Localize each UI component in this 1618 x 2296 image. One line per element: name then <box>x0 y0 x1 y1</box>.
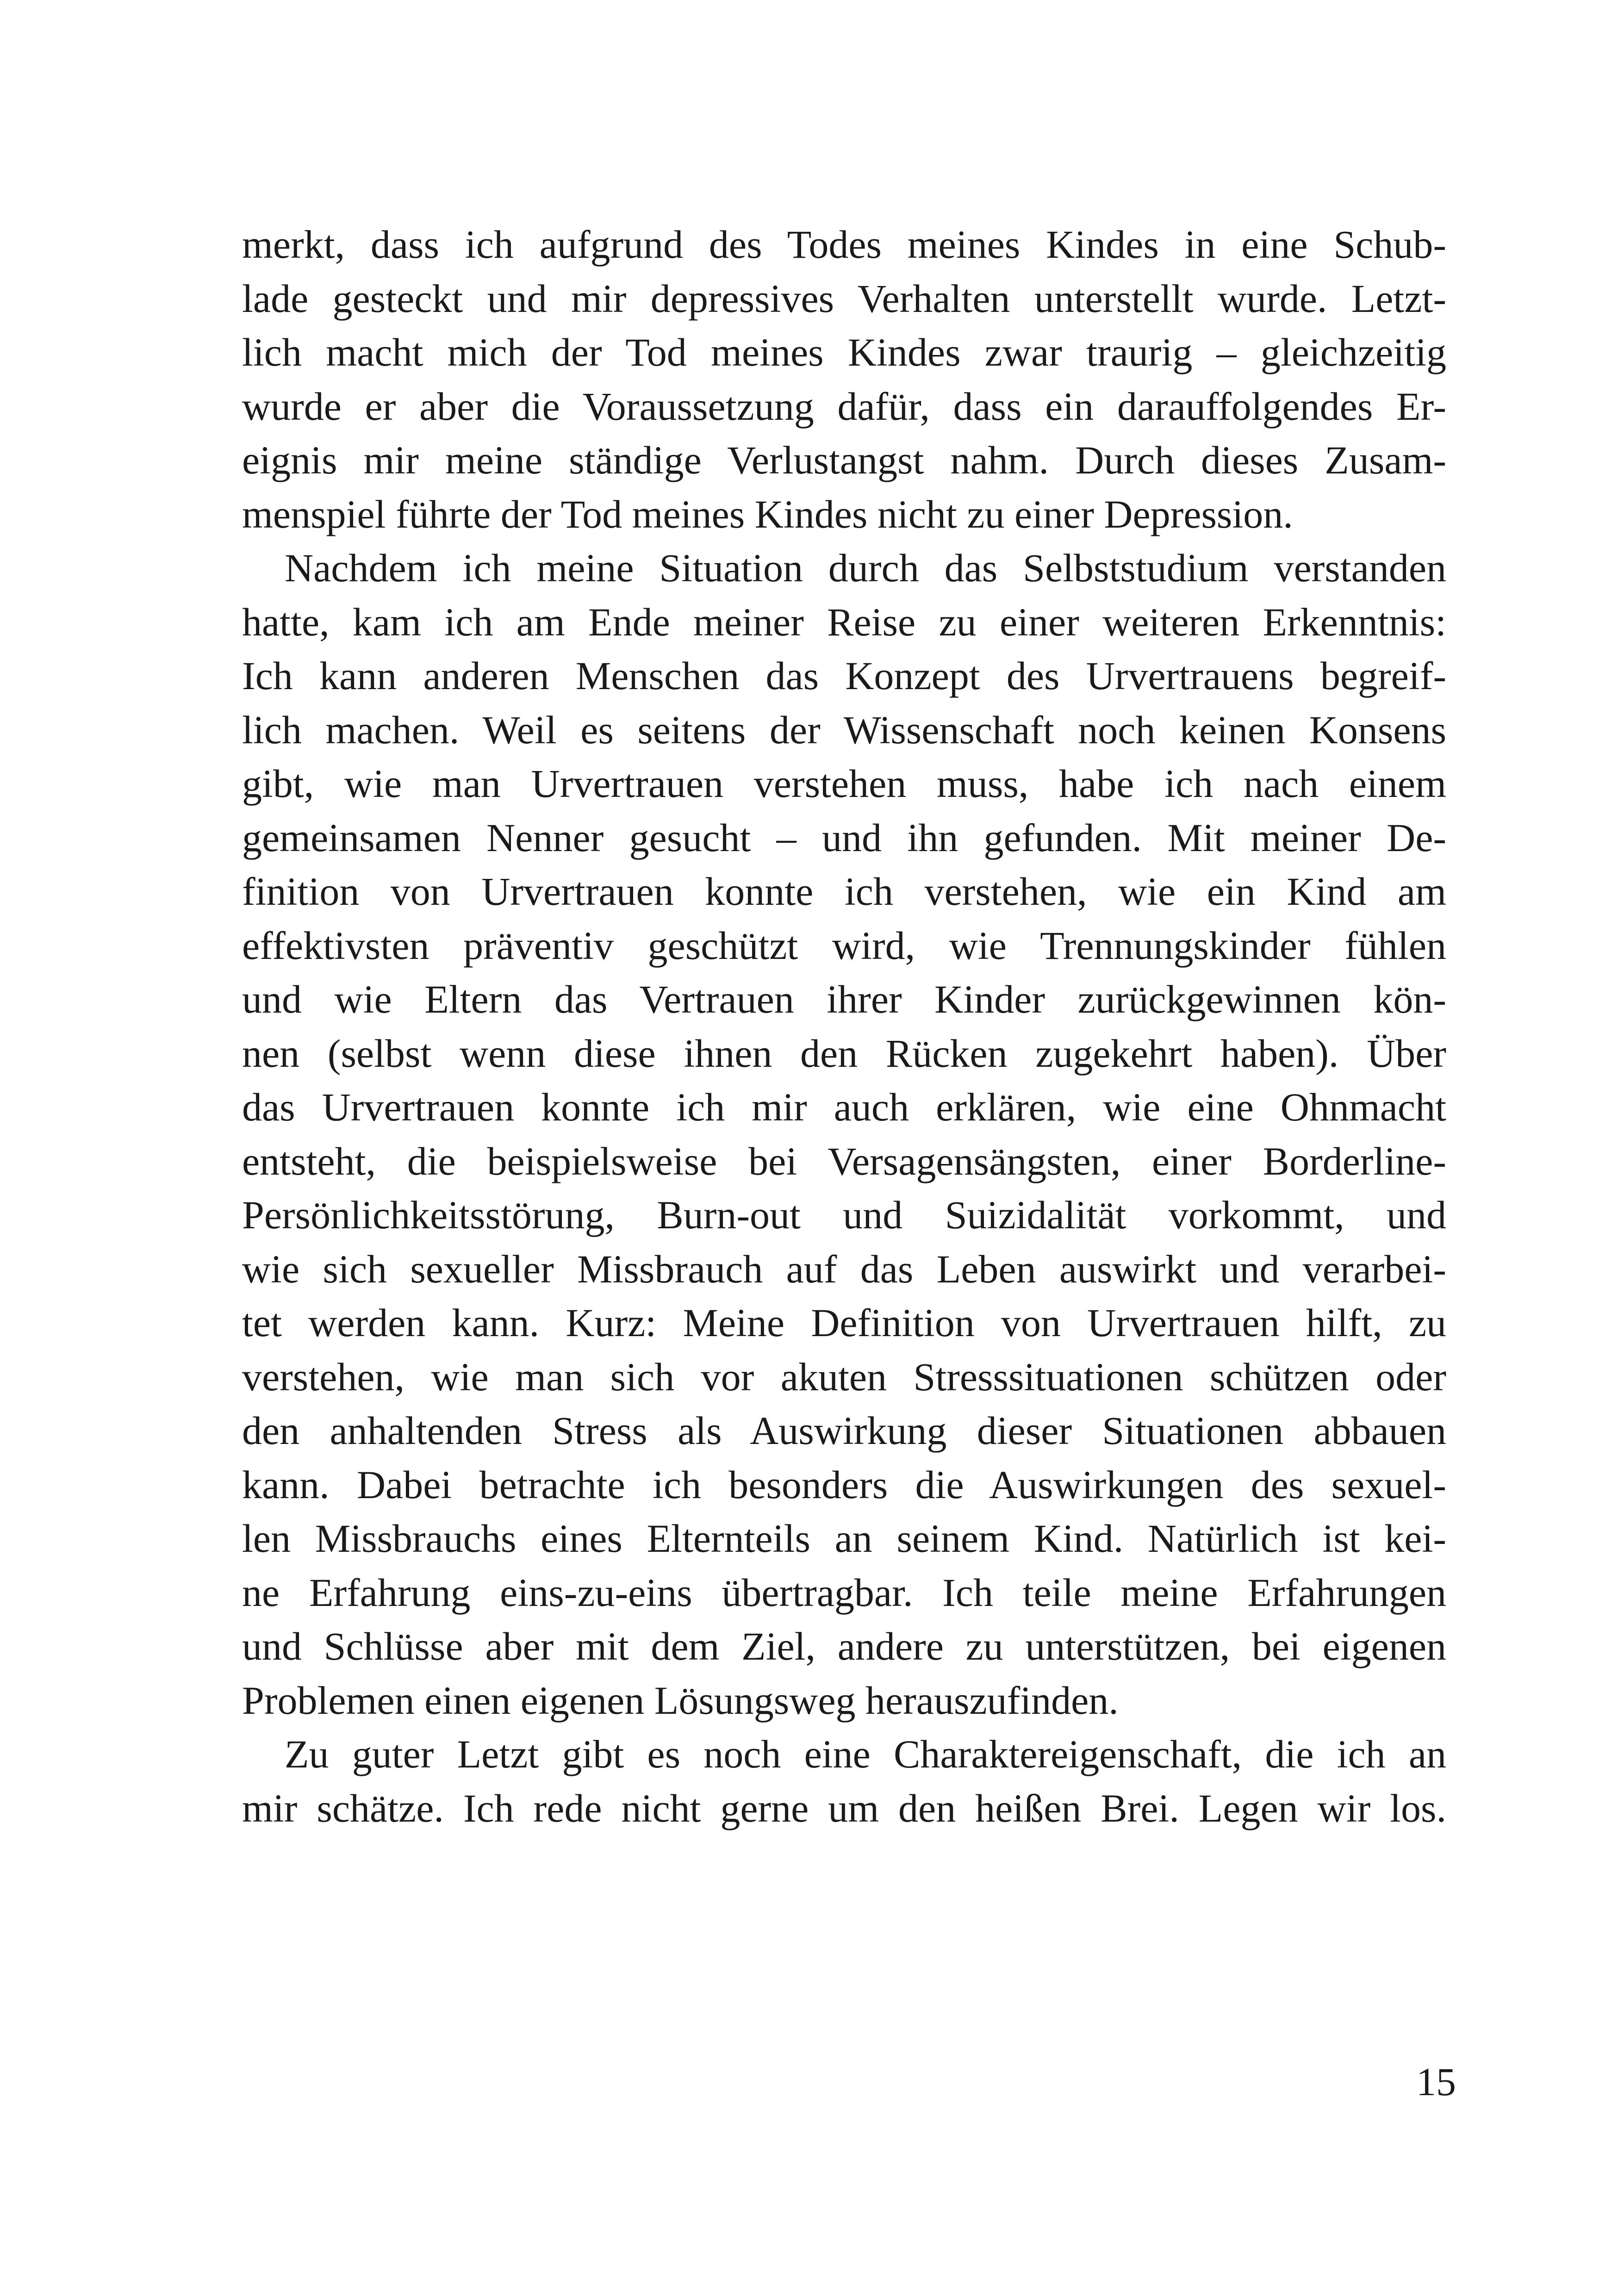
text-line: lade gesteckt und mir depressives Verhalten unterstellt wurde. Letzt- <box>242 276 1446 321</box>
page-number: 15 <box>1416 2060 1456 2104</box>
text-line: eignis mir meine ständige Verlustangst nahm. Durch dieses Zusam- <box>242 438 1446 482</box>
text-line: mir schätze. Ich rede nicht gerne um den heißen Brei. Legen wir los. <box>242 1786 1446 1830</box>
text-line: Nachdem ich meine Situation durch das Selbststudium verstanden <box>285 546 1446 590</box>
text-line: tet werden kann. Kurz: Meine Definition von Urvertrauen hilft, zu <box>242 1300 1446 1345</box>
text-line: merkt, dass ich aufgrund des Todes meines Kindes in eine Schub- <box>242 222 1446 267</box>
text-line: Persönlichkeitsstörung, Burn-out und Suizidalität vorkommt, und <box>242 1193 1446 1237</box>
text-line: hatte, kam ich am Ende meiner Reise zu einer weiteren Erkenntnis: <box>242 599 1446 644</box>
text-line: lich macht mich der Tod meines Kindes zwar traurig – gleichzeitig <box>242 330 1446 374</box>
text-line: Zu guter Letzt gibt es noch eine Charaktereigenschaft, die ich an <box>285 1732 1446 1776</box>
text-line: effektivsten präventiv geschützt wird, wie Trennungskinder fühlen <box>242 923 1446 968</box>
text-line: entsteht, die beispielsweise bei Versagensängsten, einer Borderline- <box>242 1139 1446 1183</box>
text-line: len Missbrauchs eines Elternteils an seinem Kind. Natürlich ist kei- <box>242 1516 1446 1561</box>
text-line: und wie Eltern das Vertrauen ihrer Kinder zurückgewinnen kön- <box>242 977 1446 1021</box>
body-text <box>242 218 1446 1835</box>
text-line: nen (selbst wenn diese ihnen den Rücken zugekehrt haben). Über <box>242 1031 1446 1076</box>
text-line: kann. Dabei betrachte ich besonders die Auswirkungen des sexuel- <box>242 1462 1446 1507</box>
text-line: ne Erfahrung eins-zu-eins übertragbar. Ich teile meine Erfahrungen <box>242 1570 1446 1615</box>
text-line: Problemen einen eigenen Lösungsweg herauszufinden. <box>242 1678 1119 1723</box>
text-line: menspiel führte der Tod meines Kindes nicht zu einer Depression. <box>242 492 1293 536</box>
text-line: den anhaltenden Stress als Auswirkung dieser Situationen abbauen <box>242 1408 1446 1453</box>
text-line: finition von Urvertrauen konnte ich verstehen, wie ein Kind am <box>242 869 1446 914</box>
text-line: wurde er aber die Voraussetzung dafür, dass ein darauffolgendes Er- <box>242 384 1446 429</box>
paragraph <box>242 1727 1446 1835</box>
text-line: wie sich sexueller Missbrauch auf das Leben auswirkt und verarbei- <box>242 1246 1446 1291</box>
text-line: verstehen, wie man sich vor akuten Stresssituationen schützen oder <box>242 1354 1446 1399</box>
text-line: gemeinsamen Nenner gesucht – und ihn gefunden. Mit meiner De- <box>242 815 1446 860</box>
text-line: lich machen. Weil es seitens der Wissenschaft noch keinen Konsens <box>242 707 1446 752</box>
text-line: und Schlüsse aber mit dem Ziel, andere zu unterstützen, bei eigenen <box>242 1624 1446 1668</box>
text-line: gibt, wie man Urvertrauen verstehen muss, habe ich nach einem <box>242 761 1446 806</box>
paragraph <box>242 218 1446 541</box>
text-line: das Urvertrauen konnte ich mir auch erklären, wie eine Ohnmacht <box>242 1085 1446 1129</box>
text-line: Ich kann anderen Menschen das Konzept des Urvertrauens begreif- <box>242 653 1446 698</box>
paragraph <box>242 541 1446 1727</box>
